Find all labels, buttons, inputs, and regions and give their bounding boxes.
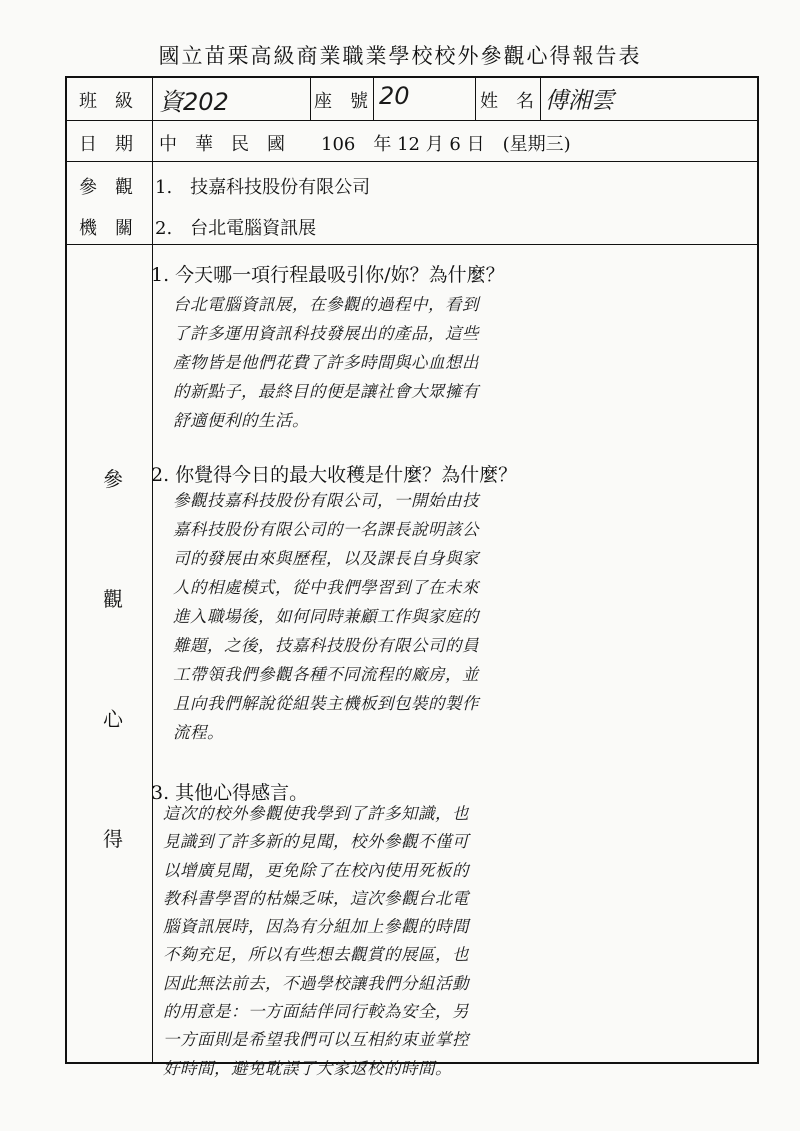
side-label-char: 參 — [103, 467, 123, 491]
visit-label-bottom: 機 關 — [79, 218, 133, 239]
side-label-char: 得 — [103, 827, 123, 851]
visit-label-top: 參 觀 — [79, 177, 133, 198]
label-column-divider — [152, 78, 153, 1064]
cell-divider — [475, 78, 476, 120]
cell-divider — [373, 78, 374, 120]
name-value: 傅湘雲 — [545, 88, 614, 114]
date-label: 日 期 — [79, 134, 133, 155]
answer-1: 台北電腦資訊展，在參觀的過程中，看到 了許多運用資訊科技發展出的產品，這些 產物皆是他們花費了許多時間與心血想出 的新點子，最終目的便是讓社會大眾擁有 舒適便利的生活。 — [173, 295, 479, 430]
class-value: 資202 — [159, 88, 229, 116]
report-form — [65, 76, 759, 1078]
date-value: 中 華 民 國 106 年 12 月 6 日 (星期三) — [159, 134, 571, 155]
visit-item-1: 1. 技嘉科技股份有限公司 — [155, 177, 371, 198]
seat-label: 座 號 — [314, 91, 368, 112]
cell-divider — [310, 78, 311, 120]
name-label: 姓 名 — [480, 91, 534, 112]
question-3: 3. 其他心得感言。 — [151, 782, 309, 804]
visit-item-2: 2. 台北電腦資訊展 — [155, 218, 317, 239]
row-divider — [67, 244, 757, 245]
side-label-char: 心 — [103, 707, 123, 731]
question-1: 1. 今天哪一項行程最吸引你/妳？為什麼？ — [151, 264, 505, 286]
answer-2: 參觀技嘉科技股份有限公司，一開始由技 嘉科技股份有限公司的一名課長說明該公 司的發展由來與歷程，以及課長自身與家 人的相處模式，從中我們學習到了在未來 進入職場後，如何同時兼顧工作與家庭的 難題，之後，技嘉科技股份有限公司的員 工帶領我們參觀各種不同流程的廠房，並 且向我們解說從組裝主機板到包裝的製作 流程。 — [173, 491, 479, 742]
cell-divider — [540, 78, 541, 120]
form-title: 國立苗栗高級商業職業學校校外參觀心得報告表 — [158, 44, 642, 68]
answer-3: 這次的校外參觀使我學到了許多知識，也 見識到了許多新的見聞，校外參觀不僅可 以增廣見聞，更免除了在校內使用死板的 教科書學習的枯燥乏味，這次參觀台北電 腦資訊展時，因為有分組加上參觀的時間 不夠充足，所以有些想去觀賞的展區，也 因此無法前去，不過學校讓我們分組活動 的用意是：一方面結伴同行較為安全，另 一方面則是希望我們可以互相約束並掌控 好時間，避免耽誤了大家返校的時間。 — [163, 804, 469, 1078]
row-divider — [67, 161, 757, 162]
seat-value: 20 — [379, 82, 410, 110]
class-label: 班 級 — [79, 91, 133, 112]
side-label-char: 觀 — [103, 587, 123, 611]
question-2: 2. 你覺得今日的最大收穫是什麼？為什麼？ — [151, 464, 518, 486]
row-divider — [67, 120, 757, 121]
